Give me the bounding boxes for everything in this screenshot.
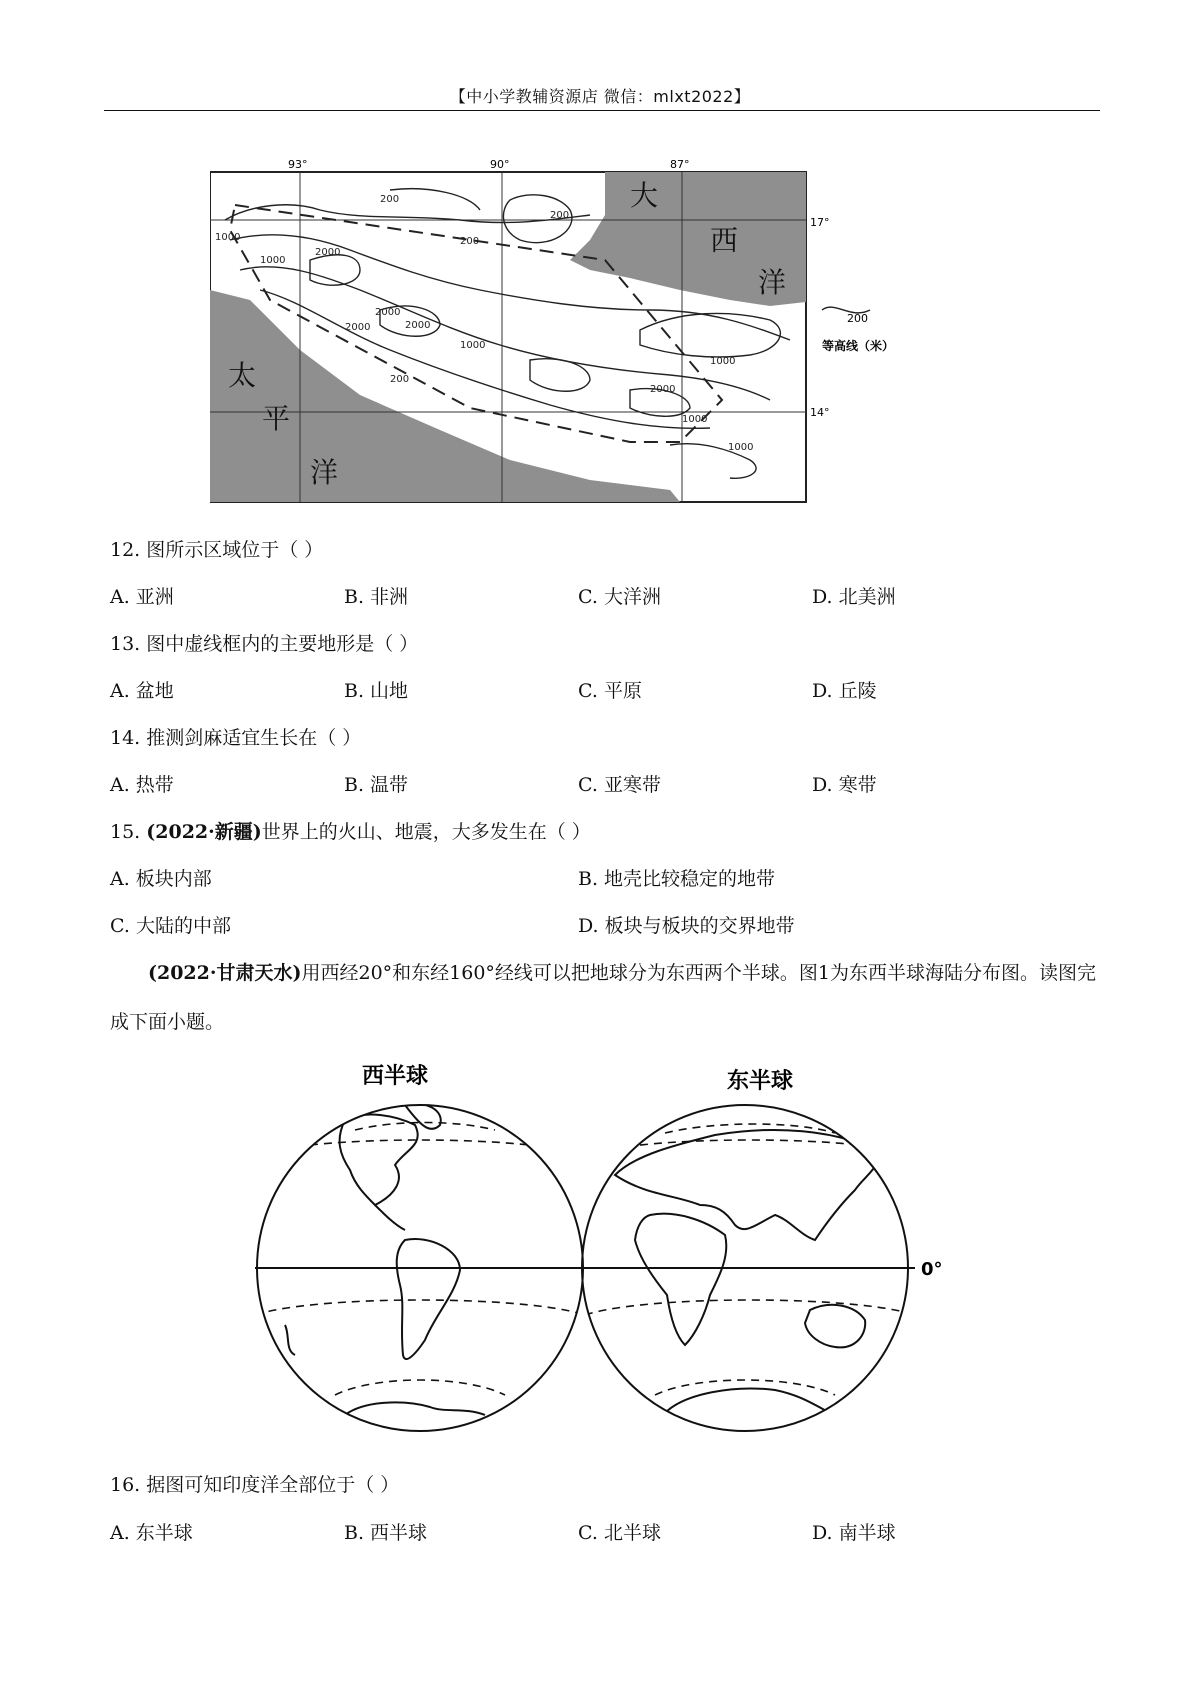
west-hemisphere-title: 西半球	[361, 1064, 429, 1089]
contour-value: 2000	[650, 384, 676, 395]
option-d: D. 南半球	[812, 1522, 896, 1544]
contour-value: 200	[380, 194, 400, 205]
equator-label: 0°	[921, 1259, 943, 1280]
lon-label: 93°	[288, 160, 308, 171]
option-c: C. 亚寒带	[578, 774, 661, 796]
option-c: C. 大洋洲	[578, 586, 661, 608]
antarctica-outline	[345, 1402, 485, 1415]
ocean-label: 洋	[758, 266, 787, 299]
africa-outline	[635, 1214, 726, 1345]
ocean-label: 大	[630, 179, 659, 212]
page-header: 【中小学教辅资源店 微信：mlxt2022】	[449, 87, 751, 106]
option-a: A. 亚洲	[110, 586, 174, 608]
north-america-outline	[340, 1115, 418, 1205]
option-d: D. 寒带	[812, 774, 877, 796]
contour-value: 2000	[345, 322, 371, 333]
option-b: B. 非洲	[344, 586, 409, 608]
ocean-label: 平	[262, 402, 291, 435]
east-hemisphere-title: 东半球	[726, 1069, 794, 1094]
question-source: (2022·新疆)	[146, 821, 262, 843]
legend-label: 等高线（米）	[822, 339, 895, 353]
question-13-stem: 13. 图中虚线框内的主要地形是（ ）	[110, 633, 419, 655]
south-america-outline	[397, 1239, 460, 1359]
option-d: D. 板块与板块的交界地带	[578, 915, 795, 937]
option-b: B. 温带	[344, 774, 409, 796]
lon-label: 90°	[490, 160, 510, 171]
contour-value: 200	[550, 210, 570, 221]
contour-map	[210, 160, 910, 520]
option-c: C. 平原	[578, 680, 642, 702]
option-b: B. 地壳比较稳定的地带	[578, 868, 776, 890]
ocean-label: 西	[710, 224, 739, 257]
intro-text: 用西经20°和东经160°经线可以把地球分为东西两个半球。图1为东西半球海陆分布图。读图完成下面小题。	[110, 962, 1097, 1033]
intro-source: (2022·甘肃天水)	[148, 962, 302, 984]
option-a: A. 板块内部	[110, 868, 212, 890]
option-d: D. 北美洲	[812, 586, 896, 608]
intro-paragraph	[110, 949, 1100, 1047]
question-15-stem	[110, 817, 591, 844]
option-b: B. 西半球	[344, 1522, 428, 1544]
question-16-stem: 16. 据图可知印度洋全部位于（ ）	[110, 1474, 400, 1496]
ocean-label: 太	[228, 359, 257, 392]
option-a: A. 东半球	[110, 1522, 193, 1544]
lat-label: 14°	[810, 406, 830, 419]
question-14-stem: 14. 推测剑麻适宜生长在（ ）	[110, 727, 362, 749]
contour-value: 1000	[728, 442, 754, 453]
contour-value: 1000	[460, 340, 486, 351]
header-rule	[104, 110, 1100, 111]
contour-value: 200	[390, 374, 410, 385]
contour-value: 2000	[375, 307, 401, 318]
ocean-label: 洋	[310, 456, 339, 489]
option-d: D. 丘陵	[812, 680, 877, 702]
eurasia-outline	[615, 1130, 878, 1240]
contour-value: 1000	[260, 255, 286, 266]
option-c: C. 大陆的中部	[110, 915, 231, 937]
lat-label: 17°	[810, 216, 830, 229]
question-12-stem: 12. 图所示区域位于（ ）	[110, 539, 324, 561]
legend-value: 200	[847, 312, 868, 325]
antarctica-outline-east	[665, 1389, 830, 1413]
contour-value: 1000	[710, 356, 736, 367]
contour-value: 1000	[682, 414, 708, 425]
hemisphere-map	[255, 1055, 965, 1435]
question-number: 15.	[110, 821, 147, 843]
option-b: B. 山地	[344, 680, 409, 702]
australia-outline	[805, 1305, 865, 1348]
option-a: A. 热带	[110, 774, 174, 796]
contour-value: 2000	[405, 320, 431, 331]
contour-value: 2000	[315, 247, 341, 258]
option-c: C. 北半球	[578, 1522, 661, 1544]
question-text: 世界上的火山、地震，大多发生在（ ）	[261, 821, 591, 843]
option-a: A. 盆地	[110, 680, 174, 702]
lon-label: 87°	[670, 160, 690, 171]
contour-value: 1000	[215, 232, 241, 243]
contour-value: 200	[460, 236, 480, 247]
